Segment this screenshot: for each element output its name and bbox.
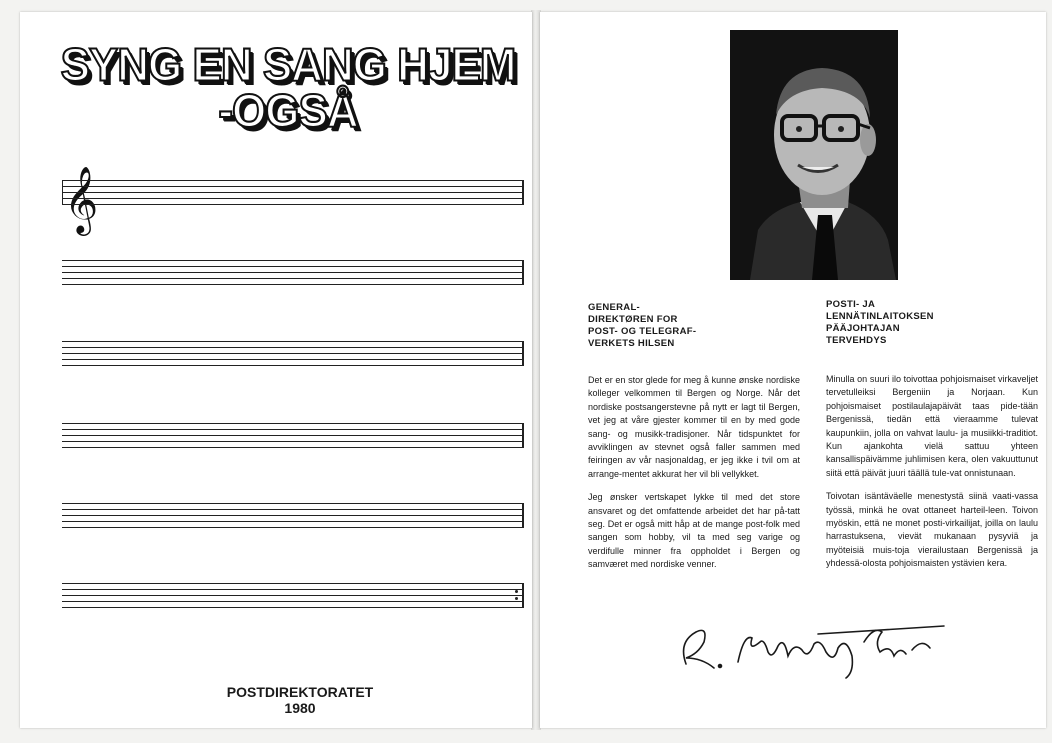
music-staff-5 bbox=[62, 503, 524, 535]
music-staff-6 bbox=[62, 583, 524, 615]
heading-line: LENNÄTINLAITOKSEN bbox=[826, 311, 934, 322]
left-page bbox=[20, 12, 532, 728]
handwritten-signature bbox=[668, 612, 968, 682]
heading-line: POST- OG TELEGRAF- bbox=[588, 326, 697, 337]
heading-line: GENERAL- bbox=[588, 302, 641, 313]
title-line-2: -OGSÅ bbox=[218, 85, 358, 138]
music-staff-1 bbox=[62, 180, 524, 212]
finnish-body bbox=[826, 373, 1038, 581]
heading-line: POSTI- JA bbox=[826, 299, 876, 310]
heading-line: TERVEHDYS bbox=[826, 335, 887, 346]
finnish-heading bbox=[826, 299, 1006, 347]
paragraph: Toivotan isäntäväelle menestystä siinä vaati-vassa työssä, minkä he ovat ottaneet harteil-leen. Toivon myöskin, että ne monet posti-virkailijat, joilla on laulu harrastuksena, vievät mukanaan pysyviä ja myöteisiä muis-toja vierailustaan Bergenissä ja yhdessä-olosta pohjoismaisten ystävien kera. bbox=[826, 491, 1038, 569]
heading-line: DIREKTØREN FOR bbox=[588, 314, 678, 325]
music-staff-2 bbox=[62, 260, 524, 292]
paragraph: Jeg ønsker vertskapet lykke til med det store ansvaret og det omfattende arbeidet det har på-tatt seg. Det er også mitt håp at de mange post-folk med sangen som hobby, vil ta med seg varige og verdifulle minner fra oppholdet i Bergen og samværet med nordiske venner. bbox=[588, 492, 800, 570]
paragraph: Det er en stor glede for meg å kunne ønske nordiske kolleger velkommen til Bergen og Norge. Når det nordiske postsangerstevne på nytt er lagt til Bergen, vet jeg at våre gjester kommer til en by med gode sang- og musikk-tradisjoner. Når tidspunktet for avviklingen av stevnet også faller sammen med feiringen av vår nasjonaldag, er jeg ikke i tvil om at arrange-mentet akkurat her vil bli vellykket. bbox=[588, 375, 800, 479]
music-staff-3 bbox=[62, 341, 524, 373]
heading-line: VERKETS HILSEN bbox=[588, 338, 675, 349]
music-staff-4 bbox=[62, 423, 524, 455]
title-block bbox=[58, 39, 518, 138]
publication-year: 1980 bbox=[284, 700, 316, 716]
publisher-name: POSTDIREKTORATET bbox=[226, 684, 374, 700]
right-page bbox=[540, 12, 1046, 728]
repeat-sign-icon bbox=[515, 590, 519, 602]
paragraph: Minulla on suuri ilo toivottaa pohjoismaiset virkaveljet tervetulleiksi Bergeniin ja Norjaan. Kun pohjoismaiset postilaulajapäivät taas pide-tään Bergenissä, tiedän että vieraamme tulevat kaupunkiin, jolla on vahvat laulu- ja musiikki-traditiot. Kun ajankohta vielä sattuu yhteen kansallispäivämme juhlimisen kera, olen vakuuttunut siitä että päivät juuri täällä tule-vat onnistunaan. bbox=[826, 374, 1038, 478]
norwegian-body bbox=[588, 374, 800, 582]
title-line-1: SYNG EN SANG HJEM bbox=[60, 39, 516, 92]
portrait-photo bbox=[730, 30, 898, 280]
heading-line: PÄÄJOHTAJAN bbox=[826, 323, 900, 334]
footer-block bbox=[170, 684, 430, 716]
norwegian-heading bbox=[588, 302, 748, 350]
